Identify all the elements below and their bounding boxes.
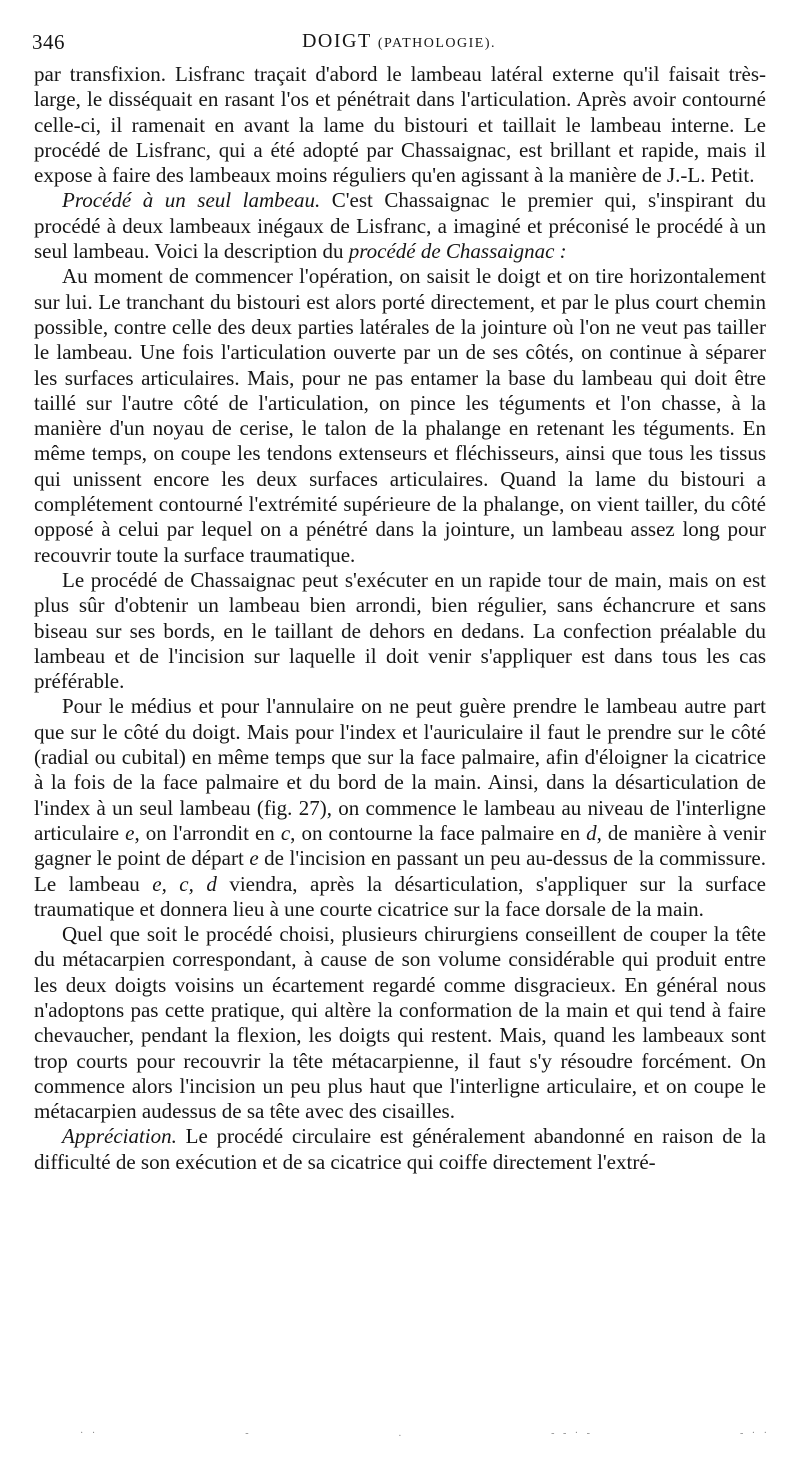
scan-mark: - · · xyxy=(739,1428,770,1439)
text-segment: , de manière à venir gagner le point de départ xyxy=(34,820,766,871)
text-segment: , on l'arrondit en xyxy=(134,820,281,845)
scan-mark: - xyxy=(245,1428,252,1439)
paragraph xyxy=(34,188,766,264)
italic-text: c xyxy=(280,820,291,845)
scan-mark: - - · - xyxy=(551,1428,593,1439)
text-segment: de l'incision en passant un peu au-dessus de la commissure. Le lambeau xyxy=(34,846,767,896)
paragraph xyxy=(34,694,766,922)
italic-text: Appréciation. xyxy=(62,1124,177,1149)
text-segment: Au moment de commencer l'opération, on saisit le doigt et on tire horizontalement sur lui. Le tranchant du bistouri est alors porté directement, et par le plus court chemin possible, contre celle des deux parties latérales de la jointure où l'on ne veut pas tailler le lambeau. Une fois l'articulation ouverte par un de ses côtés, on continue à séparer les surfaces articulaires. Mais, pour ne pas entamer la base du lambeau qui doit être taillé sur l'autre côté de l'articulation, on pince les téguments et l'on chasse, à la manière d'un noyau de cerise, le talon de la phalange en retenant les téguments. En même temps, on coupe les tendons extenseurs et fléchisseurs, ainsi que tous les tissus qui unissent encore les deux surfaces articulaires. Quand la lame du bistouri a complétement contourné l'extrémité supérieure de la phalange, on vient tailler, du côté opposé à celui par lequel on a pénétré dans la jointure, un lambeau assez long pour recouvrir toute la surface traumatique. xyxy=(34,264,766,567)
page-body xyxy=(34,62,766,1175)
paragraph xyxy=(34,568,766,694)
italic-text: e xyxy=(125,820,135,845)
text-segment: Quel que soit le procédé choisi, plusieurs chirurgiens conseillent de couper la tête du métacarpien correspondant, à cause de son volume considérable qui produit entre les deux doigts voisins un écartement regardé comme disgracieux. En général nous n'adoptons pas cette pratique, qui altère la conformation de la main et qui tend à faire chevaucher, pendant la flexion, les doigts qui restent. Mais, quand les lambeaux sont trop courts pour recouvrir la tête métacarpienne, il faut s'y résoudre forcément. On commence alors l'incision un peu plus haut que l'interligne articulaire, et on coupe le métacarpien audessus de sa tête avec des cisailles. xyxy=(34,922,766,1124)
text-segment: viendra, après la désarticulation, s'appliquer sur la surface traumatique et donnera lieu à une courte cicatrice sur la face dorsale de la main. xyxy=(34,871,766,921)
paragraph xyxy=(34,1124,766,1175)
text-segment: Pour le médius et pour l'annulaire on ne peut guère prendre le lambeau autre part que sur le côté du doigt. Mais pour l'index et l'auriculaire il faut le prendre sur le côté (radial ou cubital) en même temps que sur la face palmaire, afin d'éloigner la cicatrice à la fois de la face palmaire et du bord de la main. Ainsi, dans la désarticulation de l'index à un seul lambeau (fig. 27), on commence le lambeau au niveau de l'interligne articulaire xyxy=(34,694,766,845)
scan-mark: . xyxy=(398,1428,405,1439)
running-title-section: (PATHOLOGIE). xyxy=(377,36,496,51)
italic-text: Procédé à un seul lambeau. xyxy=(62,188,321,213)
scan-mark: · · xyxy=(80,1428,99,1439)
page-header xyxy=(32,30,766,56)
paragraph xyxy=(34,62,766,188)
running-title xyxy=(32,30,766,53)
italic-text: e, c, d xyxy=(152,871,217,896)
text-segment: par transfixion. Lisfranc traçait d'abord le lambeau latéral externe qu'il faisait très-large, le disséquait en rasant l'os et pénétrait dans l'articulation. Après avoir contourné celle-ci, il ramenait en avant la lame du bistouri et taillait le lambeau interne. Le procédé de Lisfranc, qui a été adopté par Chassaignac, est brillant et rapide, mais il expose à faire des lambeaux moins réguliers qu'en agissant à la manière de J.-L. Petit. xyxy=(34,62,766,188)
italic-text: d xyxy=(586,820,597,845)
paragraph xyxy=(34,264,766,568)
italic-text: procédé de Chassaignac : xyxy=(348,239,567,264)
text-segment: Le procédé circulaire est généralement abandonné en raison de la difficulté de son exécution et de sa cicatrice qui coiffe directement l'extré- xyxy=(34,1124,766,1174)
page-number: 346 xyxy=(32,30,65,54)
text-segment: C'est Chassaignac le premier qui, s'inspirant du procédé à deux lambeaux inégaux de Lisfranc, a imaginé et préconisé le procédé à un seul lambeau. Voici la description du xyxy=(34,188,766,264)
italic-text: e xyxy=(249,846,259,871)
text-segment: Le procédé de Chassaignac peut s'exécuter en un rapide tour de main, mais on est plus sûr d'obtenir un lambeau bien arrondi, bien régulier, sans échancrure et sans biseau sur ses bords, en le taillant de dehors en dedans. La confection préalable du lambeau et de l'incision sur laquelle il doit venir s'appliquer est dans tous les cas préférable. xyxy=(34,567,766,694)
paragraph xyxy=(34,922,766,1124)
running-title-main: DOIGT xyxy=(301,30,372,52)
footer-scan-marks xyxy=(80,1428,770,1440)
text-segment: , on contourne la face palmaire en xyxy=(290,820,587,845)
